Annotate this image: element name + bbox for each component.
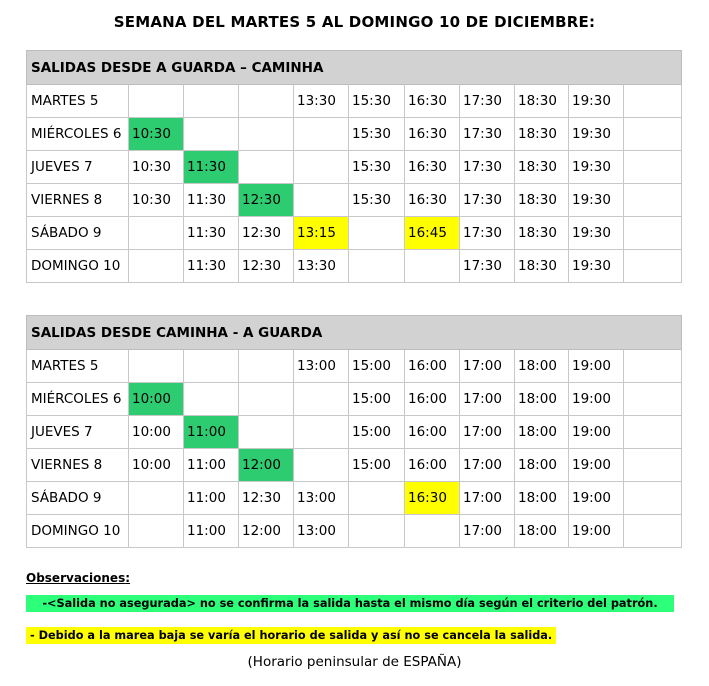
- departure-time-cell: 16:30: [405, 85, 460, 118]
- departure-time-cell: [129, 515, 184, 548]
- schedule-row: [27, 515, 682, 548]
- departure-time-cell: 19:30: [569, 217, 624, 250]
- departure-time-cell: 16:30: [405, 118, 460, 151]
- departure-time-cell: 16:00: [405, 383, 460, 416]
- departure-time-cell: [349, 482, 405, 515]
- departure-time-cell: 17:30: [460, 118, 515, 151]
- departure-time-cell: 17:00: [460, 449, 515, 482]
- departure-time-cell: 18:00: [515, 383, 569, 416]
- departure-time-cell: [405, 515, 460, 548]
- departure-time-cell: 18:00: [515, 416, 569, 449]
- departure-time-cell: 13:30: [294, 250, 349, 283]
- schedule-row: [27, 250, 682, 283]
- schedule-row: [27, 416, 682, 449]
- schedule-row: [27, 184, 682, 217]
- section-header: SALIDAS DESDE A GUARDA – CAMINHA: [27, 51, 682, 85]
- departure-time-cell: 11:30: [184, 151, 239, 184]
- departure-time-cell: [624, 449, 682, 482]
- departure-time-cell: [129, 217, 184, 250]
- departure-time-cell: 15:30: [349, 151, 405, 184]
- day-cell: SÁBADO 9: [27, 482, 129, 515]
- departure-time-cell: 17:30: [460, 250, 515, 283]
- departure-time-cell: 11:30: [184, 184, 239, 217]
- departure-time-cell: 19:00: [569, 482, 624, 515]
- departure-time-cell: 12:30: [239, 250, 294, 283]
- departure-time-cell: [294, 151, 349, 184]
- departure-time-cell: 17:30: [460, 85, 515, 118]
- departure-time-cell: [624, 515, 682, 548]
- departure-time-cell: 13:00: [294, 350, 349, 383]
- departure-time-cell: 19:00: [569, 416, 624, 449]
- departure-time-cell: [129, 85, 184, 118]
- departure-time-cell: [239, 85, 294, 118]
- departure-time-cell: [624, 85, 682, 118]
- departure-time-cell: 17:30: [460, 151, 515, 184]
- departure-time-cell: [239, 350, 294, 383]
- schedule-row: [27, 449, 682, 482]
- departure-time-cell: 10:00: [129, 383, 184, 416]
- schedule-row: [27, 151, 682, 184]
- departure-time-cell: [184, 118, 239, 151]
- departure-time-cell: 19:00: [569, 515, 624, 548]
- schedule-row: [27, 217, 682, 250]
- departure-time-cell: [624, 250, 682, 283]
- departure-time-cell: [624, 482, 682, 515]
- schedule-table-caminha-guarda: [26, 315, 682, 548]
- departure-time-cell: 13:00: [294, 482, 349, 515]
- schedule-row: [27, 383, 682, 416]
- day-cell: DOMINGO 10: [27, 250, 129, 283]
- departure-time-cell: 10:30: [129, 118, 184, 151]
- observation-unconfirmed-note: -<Salida no asegurada> no se confirma la salida hasta el mismo día según el criterio del patrón.: [26, 595, 674, 612]
- departure-time-cell: [294, 118, 349, 151]
- departure-time-cell: 13:30: [294, 85, 349, 118]
- departure-time-cell: [294, 184, 349, 217]
- departure-time-cell: 12:30: [239, 184, 294, 217]
- departure-time-cell: 18:00: [515, 515, 569, 548]
- departure-time-cell: 11:00: [184, 482, 239, 515]
- departure-time-cell: 18:00: [515, 449, 569, 482]
- departure-time-cell: 19:30: [569, 118, 624, 151]
- departure-time-cell: [129, 482, 184, 515]
- departure-time-cell: 18:30: [515, 118, 569, 151]
- departure-time-cell: 19:00: [569, 383, 624, 416]
- departure-time-cell: 13:15: [294, 217, 349, 250]
- departure-time-cell: 11:30: [184, 217, 239, 250]
- departure-time-cell: 18:30: [515, 250, 569, 283]
- day-cell: MARTES 5: [27, 350, 129, 383]
- observations-label: Observaciones: [26, 571, 126, 585]
- departure-time-cell: 10:00: [129, 449, 184, 482]
- departure-time-cell: 11:00: [184, 515, 239, 548]
- departure-time-cell: 16:00: [405, 416, 460, 449]
- departure-time-cell: [239, 416, 294, 449]
- departure-time-cell: [184, 350, 239, 383]
- departure-time-cell: 15:30: [349, 118, 405, 151]
- day-cell: MIÉRCOLES 6: [27, 118, 129, 151]
- departure-time-cell: 18:00: [515, 350, 569, 383]
- day-cell: MIÉRCOLES 6: [27, 383, 129, 416]
- departure-time-cell: 17:00: [460, 515, 515, 548]
- departure-time-cell: 15:00: [349, 350, 405, 383]
- day-cell: VIERNES 8: [27, 449, 129, 482]
- departure-time-cell: 11:00: [184, 416, 239, 449]
- page-title: SEMANA DEL MARTES 5 AL DOMINGO 10 DE DICIEMBRE:: [113, 13, 596, 31]
- departure-time-cell: 16:30: [405, 184, 460, 217]
- departure-time-cell: 12:30: [239, 482, 294, 515]
- departure-time-cell: [624, 151, 682, 184]
- departure-time-cell: 17:00: [460, 383, 515, 416]
- departure-time-cell: [349, 217, 405, 250]
- day-cell: DOMINGO 10: [27, 515, 129, 548]
- departure-time-cell: [239, 383, 294, 416]
- day-cell: MARTES 5: [27, 85, 129, 118]
- departure-time-cell: [624, 383, 682, 416]
- departure-time-cell: 18:30: [515, 151, 569, 184]
- departure-time-cell: 18:00: [515, 482, 569, 515]
- departure-time-cell: [184, 85, 239, 118]
- departure-time-cell: 18:30: [515, 184, 569, 217]
- schedule-table-guarda-caminha: [26, 50, 682, 283]
- departure-time-cell: 11:00: [184, 449, 239, 482]
- departure-time-cell: 15:30: [349, 85, 405, 118]
- departure-time-cell: 19:00: [569, 449, 624, 482]
- departure-time-cell: [239, 118, 294, 151]
- departure-time-cell: 16:30: [405, 151, 460, 184]
- departure-time-cell: 17:30: [460, 217, 515, 250]
- schedule-row: [27, 118, 682, 151]
- departure-time-cell: [349, 515, 405, 548]
- departure-time-cell: 19:30: [569, 184, 624, 217]
- day-cell: SÁBADO 9: [27, 217, 129, 250]
- departure-time-cell: 17:00: [460, 350, 515, 383]
- departure-time-cell: 12:00: [239, 515, 294, 548]
- departure-time-cell: [294, 449, 349, 482]
- observations-colon: :: [125, 571, 131, 585]
- departure-time-cell: 15:00: [349, 383, 405, 416]
- departure-time-cell: 12:30: [239, 217, 294, 250]
- departure-time-cell: [349, 250, 405, 283]
- departure-time-cell: 17:30: [460, 184, 515, 217]
- departure-time-cell: 19:30: [569, 151, 624, 184]
- departure-time-cell: 10:30: [129, 151, 184, 184]
- schedule-row: [27, 350, 682, 383]
- departure-time-cell: [294, 383, 349, 416]
- observation-tide-note: - Debido a la marea baja se varía el horario de salida y así no se cancela la salida.: [26, 627, 556, 644]
- timezone-footer: (Horario peninsular de ESPAÑA): [247, 654, 462, 670]
- departure-time-cell: 11:30: [184, 250, 239, 283]
- departure-time-cell: 10:00: [129, 416, 184, 449]
- departure-time-cell: 17:00: [460, 482, 515, 515]
- departure-time-cell: 15:00: [349, 449, 405, 482]
- schedule-row: [27, 482, 682, 515]
- departure-time-cell: 15:30: [349, 184, 405, 217]
- departure-time-cell: 15:00: [349, 416, 405, 449]
- departure-time-cell: 12:00: [239, 449, 294, 482]
- departure-time-cell: [294, 416, 349, 449]
- schedule-row: [27, 85, 682, 118]
- departure-time-cell: 16:45: [405, 217, 460, 250]
- departure-time-cell: 19:30: [569, 250, 624, 283]
- departure-time-cell: [624, 350, 682, 383]
- departure-time-cell: [624, 184, 682, 217]
- departure-time-cell: [624, 118, 682, 151]
- departure-time-cell: 18:30: [515, 217, 569, 250]
- departure-time-cell: 19:30: [569, 85, 624, 118]
- departure-time-cell: [129, 350, 184, 383]
- departure-time-cell: 16:30: [405, 482, 460, 515]
- departure-time-cell: [184, 383, 239, 416]
- departure-time-cell: [405, 250, 460, 283]
- departure-time-cell: [129, 250, 184, 283]
- departure-time-cell: [239, 151, 294, 184]
- departure-time-cell: 16:00: [405, 449, 460, 482]
- observations-title: [26, 571, 130, 585]
- section-header: SALIDAS DESDE CAMINHA - A GUARDA: [27, 316, 682, 350]
- departure-time-cell: 19:00: [569, 350, 624, 383]
- departure-time-cell: [624, 416, 682, 449]
- departure-time-cell: 18:30: [515, 85, 569, 118]
- departure-time-cell: 10:30: [129, 184, 184, 217]
- day-cell: JUEVES 7: [27, 151, 129, 184]
- departure-time-cell: [624, 217, 682, 250]
- day-cell: JUEVES 7: [27, 416, 129, 449]
- departure-time-cell: 17:00: [460, 416, 515, 449]
- departure-time-cell: 13:00: [294, 515, 349, 548]
- day-cell: VIERNES 8: [27, 184, 129, 217]
- departure-time-cell: 16:00: [405, 350, 460, 383]
